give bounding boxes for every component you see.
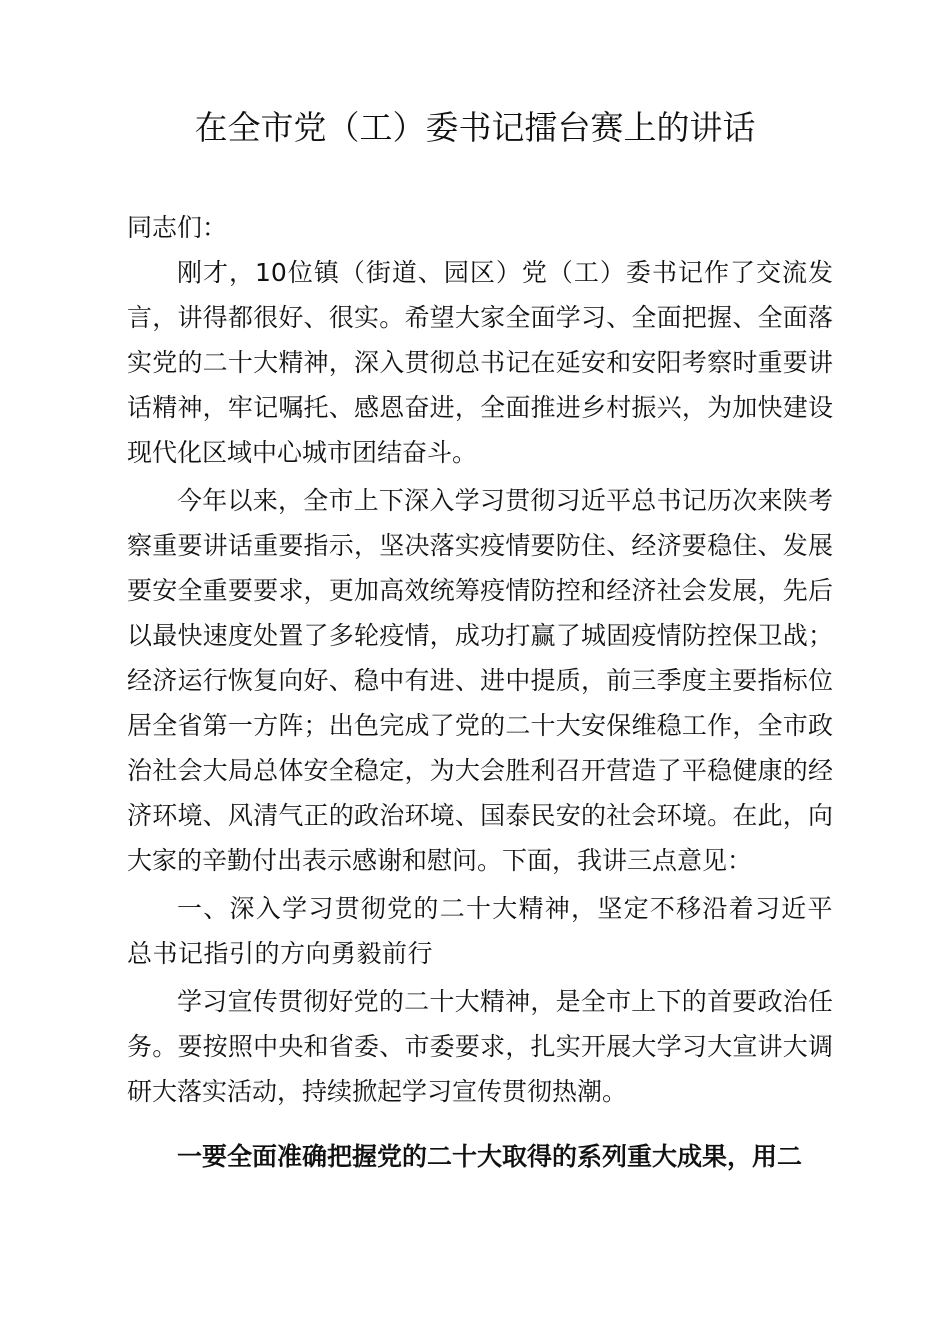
bold-paragraph: 一要全面准确把握党的二十大取得的系列重大成果，用二 [177,1142,803,1171]
paragraph-2: 今年以来，全市上下深入学习贯彻习近平总书记历次来陕考察重要讲话重要指示，坚决落实疫情要防住、经济要稳住、发展要安全重要要求，更加高效统筹疫情防控和经济社会发展，先后以最快速度处置了多轮疫情，成功打赢了城固疫情防控保卫战；经济运行恢复向好、稳中有进、进中提质，前三季度主要指标位居全省第一方阵；出色完成了党的二十大安保维稳工作，全市政治社会大局总体安全稳定，为大会胜利召开营造了平稳健康的经济环境、风清气正的政治环境、国泰民安的社会环境。在此，向大家的辛勤付出表示感谢和慰问。下面，我讲三点意见： [127,486,833,875]
document-body [127,205,833,1179]
document-title: 在全市党（工）委书记擂台赛上的讲话 [194,108,756,147]
section-heading: 一、深入学习贯彻党的二十大精神，坚定不移沿着习近平总书记指引的方向勇毅前行 [127,894,833,968]
paragraph-1: 刚才，10位镇（街道、园区）党（工）委书记作了交流发言，讲得都很好、很实。希望大家全面学习、全面把握、全面落实党的二十大精神，深入贯彻总书记在延安和安阳考察时重要讲话精神，牢记嘱托、感恩奋进，全面推进乡村振兴，为加快建设现代化区域中心城市团结奋斗。 [127,258,833,467]
salutation: 同志们： [127,213,228,242]
section-paragraph: 学习宣传贯彻好党的二十大精神，是全市上下的首要政治任务。要按照中央和省委、市委要求，扎实开展大学习大宣讲大调研大落实活动，持续掀起学习宣传贯彻热潮。 [127,987,833,1106]
